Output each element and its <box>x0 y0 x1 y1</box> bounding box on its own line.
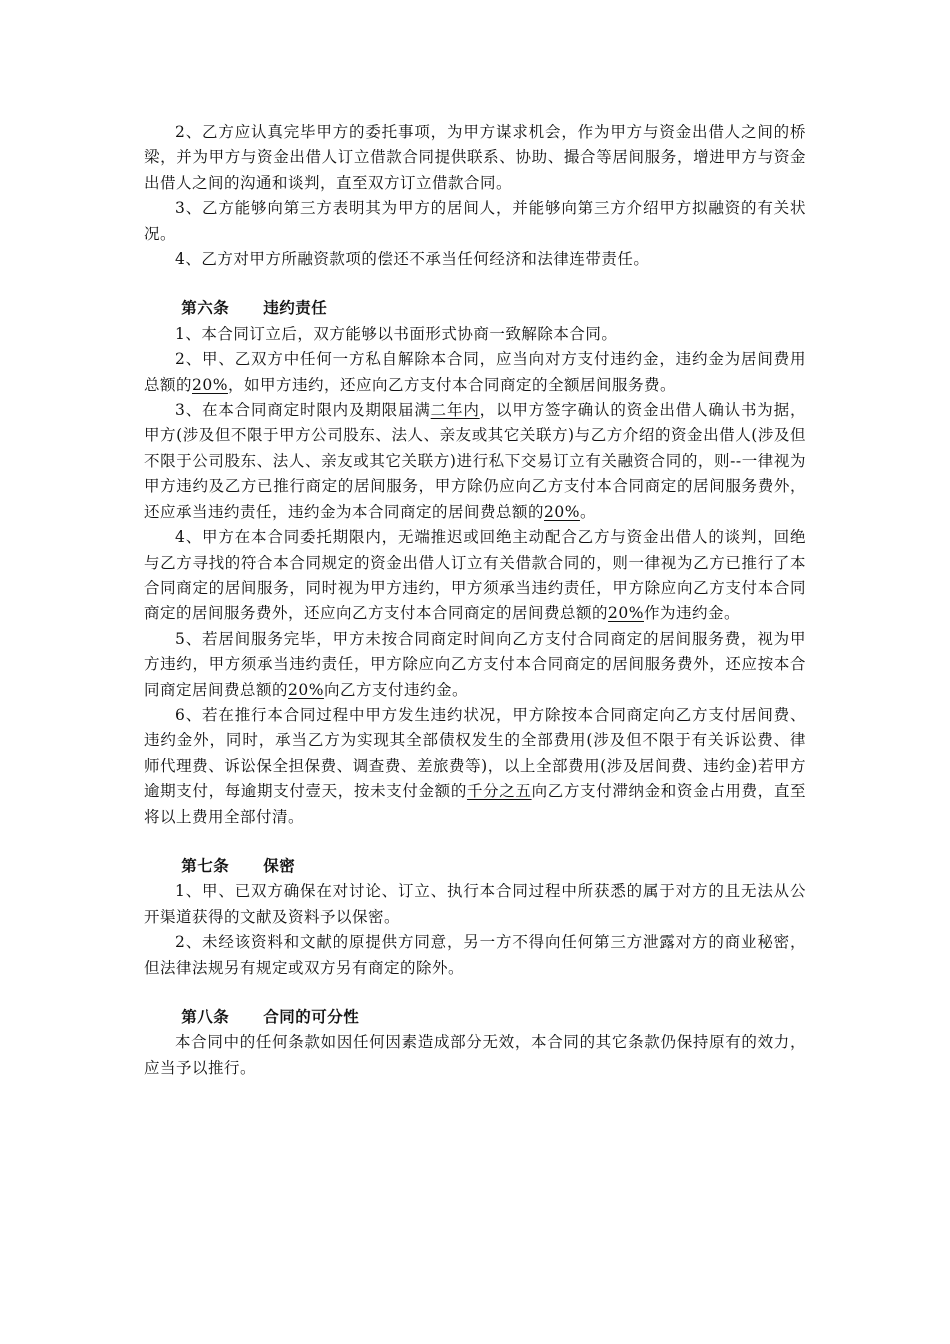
section-6-title: 违约责任 <box>263 299 328 318</box>
section-spacer <box>144 272 806 296</box>
underlined-term: 二年内 <box>430 401 480 420</box>
clause-5-3: 3、乙方能够向第三方表明其为甲方的居间人，并能够向第三方介绍甲方拟融资的有关状况。 <box>144 199 806 243</box>
clause-8-1: 本合同中的任何条款如因任何因素造成部分无效，本合同的其它条款仍保持原有的效力，应当予以推行。 <box>144 1033 806 1077</box>
underlined-percentage: 20% <box>288 680 324 699</box>
section-7-number: 第七条 <box>181 856 230 875</box>
clause-6-1: 1、本合同订立后，双方能够以书面形式协商一致解除本合同。 <box>175 324 618 343</box>
section-6-number: 第六条 <box>181 299 230 318</box>
clause-7-1: 1、甲、已双方确保在对讨论、订立、执行本合同过程中所获悉的属于对方的且无法从公开渠道获得的文献及资料予以保密。 <box>144 882 806 926</box>
underlined-percentage: 20% <box>192 375 228 394</box>
underlined-percentage: 20% <box>544 502 580 521</box>
section-spacer <box>144 981 806 1005</box>
section-8-number: 第八条 <box>181 1008 230 1026</box>
underlined-percentage: 20% <box>608 604 644 623</box>
underlined-rate: 千分之五 <box>466 782 532 801</box>
clause-6-2: 2、甲、乙双方中任何一方私自解除本合同，应当向对方支付违约金，违约金为居间费用总额的20%，如甲方违约，还应向乙方支付本合同商定的全额居间服务费。 <box>144 350 806 394</box>
section-8-title: 合同的可分性 <box>263 1008 360 1026</box>
clause-6-4: 4、甲方在本合同委托期限内，无端推迟或回绝主动配合乙方与资金出借人的谈判，回绝与乙方寻找的符合本合同规定的资金出借人订立有关借款合同的，则一律视为乙方已推行了本合同商定的居间服务，同时视为甲方违约，甲方须承当违约责任，甲方除应向乙方支付本合同商定的居间服务费外，还应向乙方支付本合同商定的居间费总额的20%作为违约金。 <box>144 528 806 623</box>
section-7-title: 保密 <box>263 856 296 875</box>
clause-6-3: 3、在本合同商定时限内及期限届满二年内，以甲方签字确认的资金出借人确认书为据，甲方(涉及但不限于甲方公司股东、法人、亲友或其它关联方)与乙方介绍的资金出借人(涉及但不限于公司股东、法人、亲友或其它关联方)进行私下交易订立有关融资合同的，则--一律视为甲方违约及乙方已推行商定的居间服务，甲方除仍应向乙方支付本合同商定的居间服务费外，还应承当违约责任，违约金为本合同商定的居间费总额的20%。 <box>144 401 806 521</box>
clause-6-5: 5、若居间服务完毕，甲方未按合同商定时间向乙方支付合同商定的居间服务费，视为甲方违约，甲方须承当违约责任，甲方除应向乙方支付本合同商定的居间服务费外，还应按本合同商定居间费总额的20%向乙方支付违约金。 <box>144 629 806 699</box>
section-7-heading <box>144 854 806 879</box>
clause-7-2: 2、未经该资料和文献的原提供方同意，另一方不得向任何第三方泄露对方的商业秘密，但法律法规另有规定或双方另有商定的除外。 <box>144 933 806 977</box>
section-6-heading <box>144 296 806 321</box>
section-8-heading <box>144 1005 806 1030</box>
section-spacer <box>144 830 806 854</box>
clause-6-6: 6、若在推行本合同过程中甲方发生违约状况，甲方除按本合同商定向乙方支付居间费、违约金外，同时，承当乙方为实现其全部债权发生的全部费用(涉及但不限于有关诉讼费、律师代理费、诉讼保全担保费、调查费、差旅费等)，以上全部费用(涉及居间费、违约金)若甲方逾期支付，每逾期支付壹天，按未支付金额的千分之五向乙方支付滞纳金和资金占用费，直至将以上费用全部付清。 <box>144 705 806 826</box>
clause-5-4: 4、乙方对甲方所融资款项的偿还不承当任何经济和法律连带责任。 <box>175 250 650 269</box>
document-page <box>144 120 806 1081</box>
clause-5-2: 2、乙方应认真完毕甲方的委托事项，为甲方谋求机会，作为甲方与资金出借人之间的桥梁，并为甲方与资金出借人订立借款合同提供联系、协助、撮合等居间服务，增进甲方与资金出借人之间的沟通和谈判，直至双方订立借款合同。 <box>144 123 806 192</box>
